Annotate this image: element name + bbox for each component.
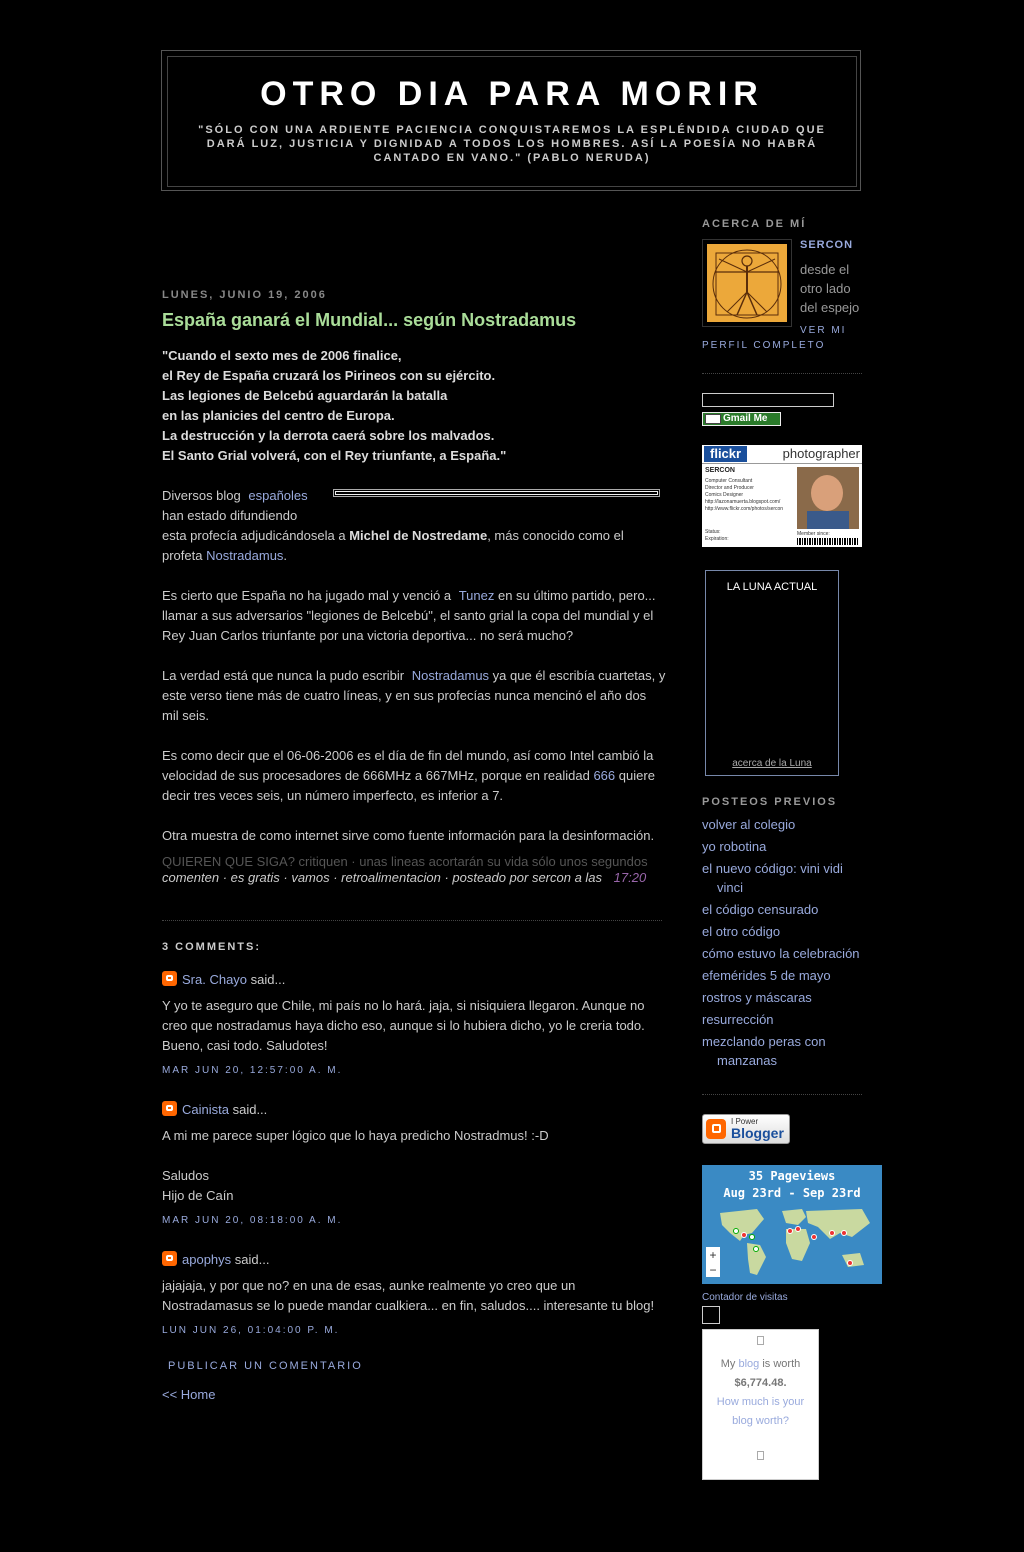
flickr-member: Member since: xyxy=(797,531,830,537)
text: Comics Designer xyxy=(705,492,744,498)
visit-counter-link[interactable]: Contador de visitas xyxy=(702,1292,788,1303)
text: Director and Producer xyxy=(705,485,754,491)
previous-posts-list xyxy=(702,815,862,1070)
blogger-logo-icon xyxy=(706,1119,726,1139)
previous-post-link[interactable]: mezclando peras con manzanas xyxy=(702,1034,826,1068)
how-much-link[interactable]: How much is your blog worth? xyxy=(716,1396,805,1427)
post-paragraph: Otra muestra de como internet sirve como fuente información para la desinformación. xyxy=(162,828,655,843)
shirt-shape xyxy=(807,511,849,529)
previous-post-link[interactable]: resurrección xyxy=(702,1012,774,1027)
divider xyxy=(702,373,862,374)
text: ya que él escribía cuartetas, y xyxy=(492,668,666,683)
text: quiere xyxy=(618,768,655,783)
text: A mi me parece super lógico que lo haya predicho Nostradmus! :-D xyxy=(162,1128,549,1143)
flickr-badge[interactable] xyxy=(702,445,862,547)
gmail-label: Gmail Me xyxy=(723,413,768,424)
profile-photo-frame[interactable] xyxy=(702,239,792,327)
text: Es cierto que España no ha jugado mal y venció a xyxy=(162,588,452,603)
text: llamar a sus adversarios "legiones de Belcebú", el santo grial la copa del mundial y el xyxy=(162,608,654,623)
blogger-profile-icon xyxy=(162,1251,177,1266)
comment-author-line xyxy=(162,970,285,990)
link-tunez[interactable]: Tunez xyxy=(458,588,495,603)
date-range: Aug 23rd - Sep 23rd xyxy=(723,1186,861,1200)
badge-top-text: I Power xyxy=(731,1117,759,1126)
text: Computer Consultant xyxy=(705,478,753,484)
badge-bottom-text: Blogger xyxy=(731,1125,784,1141)
barcode-icon xyxy=(797,538,859,545)
said: said... xyxy=(250,972,286,987)
text: Nostradamasus se lo puede mandar cualkiera... en fin, saludos.... interesante tu blog! xyxy=(162,1298,655,1313)
counter-image-placeholder xyxy=(702,1306,720,1324)
quote-line: Las legiones de Belcebú aguardarán la batalla xyxy=(162,388,448,403)
text: Rey Juan Carlos triunfante por una victoria deportiva... no será mucho? xyxy=(162,628,574,643)
divider xyxy=(162,920,662,921)
view-profile-link-a[interactable]: VER MI xyxy=(800,325,847,336)
text: Expiration: xyxy=(705,536,729,542)
previous-post-link[interactable]: volver al colegio xyxy=(702,817,796,832)
post-permalink-time[interactable]: 17:20 xyxy=(613,870,647,885)
post-title[interactable]: España ganará el Mundial... según Nostradamus xyxy=(162,310,577,330)
envelope-icon xyxy=(705,414,721,424)
blogger-profile-icon xyxy=(162,971,177,986)
moon-info-link[interactable]: acerca de la Luna xyxy=(732,758,812,769)
quote-line: La destrucción y la derrota caerá sobre los malvados. xyxy=(162,428,495,443)
text: del espejo xyxy=(800,300,860,315)
previous-post-link[interactable]: efemérides 5 de mayo xyxy=(702,968,831,983)
about-heading: ACERCA DE MÍ xyxy=(702,218,807,230)
period: . xyxy=(283,548,288,563)
previous-posts-heading: POSTEOS PREVIOS xyxy=(702,796,838,808)
profile-description xyxy=(800,260,859,317)
text: Y yo te aseguro que Chile, mi país no lo hará. jaja, si nisiquiera llegaron. Aunque no xyxy=(162,998,645,1013)
text: Status: xyxy=(705,529,721,535)
text: Saludos xyxy=(162,1168,209,1183)
comment-timestamp-link[interactable]: MAR JUN 20, 12:57:00 A. M. xyxy=(162,1065,343,1076)
text: profeta xyxy=(162,548,203,563)
home-link[interactable]: << Home xyxy=(162,1387,216,1402)
text: comenten · es gratis · vamos · retroalimentacion · posteado por sercon a las xyxy=(162,870,603,885)
blog-description: "SÓLO CON UNA ARDIENTE PACIENCIA CONQUISTAREMOS LA ESPLÉNDIDA CIUDAD QUE DARÁ LUZ, JUSTICIA Y DIGNIDAD A TODOS LOS HOMBRES. ASÍ LA POESÍA NO HABRÁ CANTADO EN VANO." (PABLO NERUDA) xyxy=(198,124,826,164)
header xyxy=(167,56,857,187)
empty-input-box[interactable] xyxy=(702,393,834,407)
quote-line: el Rey de España cruzará los Pirineos con su ejército. xyxy=(162,368,496,383)
pageviews-count: 35 Pageviews xyxy=(748,1169,836,1183)
comment-timestamp-link[interactable]: LUN JUN 26, 01:04:00 P. M. xyxy=(162,1325,340,1336)
broken-image-icon xyxy=(757,1336,764,1345)
comment-body xyxy=(162,1126,682,1206)
previous-post-link[interactable]: el otro código xyxy=(702,924,781,939)
text: La verdad está que nunca la pudo escribir xyxy=(162,668,405,683)
comment-author-link[interactable]: Sra. Chayo xyxy=(182,972,248,987)
text: , más conocido como el xyxy=(487,528,624,543)
vitruvian-man-image xyxy=(707,244,787,322)
text: creo que nostradamus haya dicho eso, aunque si lo hubiera dicho, yo le creria todo. xyxy=(162,1018,645,1033)
text: decir tres veces seis, un número imperfecto, es inferior a 7. xyxy=(162,788,504,803)
previous-post-link[interactable]: rostros y máscaras xyxy=(702,990,812,1005)
post-quote xyxy=(162,346,662,466)
value: $6,774.48 xyxy=(734,1377,784,1389)
text: velocidad de sus procesadores de 666MHz a 667MHz, porque en realidad xyxy=(162,768,590,783)
text: este verso tiene más de cuatro líneas, y en sus profecías nunca mencinó el año dos xyxy=(162,688,647,703)
blog-worth-widget xyxy=(702,1329,819,1480)
link-nostradamus[interactable]: Nostradamus xyxy=(206,548,284,563)
comment-author-link[interactable]: apophys xyxy=(182,1252,232,1267)
text: http://lazonamuerta.blogspot.com/ xyxy=(705,499,781,505)
flickr-logo: flickr xyxy=(704,446,747,462)
text: esta profecía adjudicándosela a xyxy=(162,528,346,543)
divider xyxy=(702,1094,862,1095)
powered-by-blogger-badge[interactable] xyxy=(702,1114,790,1144)
post-paragraph xyxy=(162,746,682,806)
comment-author-line xyxy=(162,1250,269,1270)
blogger-profile-icon xyxy=(162,1101,177,1116)
frame-inner xyxy=(335,491,658,495)
post-paragraph xyxy=(162,666,682,726)
text: My xyxy=(720,1358,736,1370)
text: Bueno, casi todo. Saludotes! xyxy=(162,1038,328,1053)
map-title xyxy=(702,1168,882,1202)
post-paragraph-line xyxy=(162,546,287,566)
view-profile-link-b[interactable]: PERFIL COMPLETO xyxy=(702,340,826,351)
post-footer-line: QUIEREN QUE SIGA? critiquen · unas lineas acortarán su vida sólo unos segundos xyxy=(162,854,648,869)
quote-line: en las planicies del centro de Europa. xyxy=(162,408,395,423)
link-666[interactable]: 666 xyxy=(593,768,616,783)
gmail-me-button[interactable] xyxy=(702,412,781,426)
moon-title: LA LUNA ACTUAL xyxy=(726,581,818,593)
text: en su último partido, pero... xyxy=(497,588,656,603)
link-espanoles[interactable]: españoles xyxy=(248,488,308,503)
blog-title[interactable]: OTRO DIA PARA MORIR xyxy=(260,75,764,113)
flickr-name: SERCON xyxy=(705,467,735,474)
blogger-b-shape xyxy=(712,1124,721,1133)
flickr-details xyxy=(705,478,783,513)
comment-body xyxy=(162,996,682,1056)
flickr-status xyxy=(705,529,729,543)
previous-post-link[interactable]: cómo estuvo la celebración xyxy=(702,946,860,961)
text: is worth xyxy=(762,1358,801,1370)
text: han estado difundiendo xyxy=(162,508,298,523)
link-nostradamus[interactable]: Nostradamus xyxy=(411,668,490,683)
post-paragraph-line xyxy=(162,526,672,546)
text: otro lado xyxy=(800,281,851,296)
face-shape xyxy=(811,475,843,511)
flickr-badge-header xyxy=(702,445,862,464)
text: http://www.flickr.com/photos/sercon xyxy=(705,506,784,512)
quote-line: El Santo Grial volverá, con el Rey triunfante, a España." xyxy=(162,448,507,463)
text: Hijo de Caín xyxy=(162,1188,234,1203)
world-map-icon xyxy=(702,1203,882,1284)
previous-post-link[interactable]: el código censurado xyxy=(702,902,819,917)
comments-heading: 3 COMMENTS: xyxy=(162,941,261,953)
said: said... xyxy=(234,1252,270,1267)
post-footer-line xyxy=(162,870,646,886)
blank-line xyxy=(162,1146,682,1166)
comment-author-link[interactable]: Cainista xyxy=(182,1102,229,1117)
text: jajajaja, y por que no? en una de esas, aunke realmente yo creo que un xyxy=(162,1278,576,1293)
post-paragraph xyxy=(162,486,308,506)
post-paragraph xyxy=(162,586,682,646)
previous-post-link[interactable]: el nuevo código: vini vidi vinci xyxy=(702,861,843,895)
worth-line xyxy=(703,1355,818,1374)
svg-text:−: − xyxy=(709,1263,717,1277)
svg-text:+: + xyxy=(709,1248,717,1262)
profile-name-link[interactable]: SERCON xyxy=(800,239,854,251)
said: said... xyxy=(232,1102,268,1117)
bold-name: Michel de Nostredame xyxy=(349,528,488,543)
text: Es como decir que el 06-06-2006 es el día de fin del mundo, así como Intel cambió la xyxy=(162,748,654,763)
text: desde el xyxy=(800,262,850,277)
flickr-photographer-label: photographer xyxy=(782,446,860,461)
blog-link[interactable]: blog xyxy=(738,1358,760,1370)
flickr-photo xyxy=(797,467,859,529)
broken-image-icon xyxy=(757,1451,764,1460)
post-comment-link[interactable]: PUBLICAR UN COMENTARIO xyxy=(168,1360,363,1372)
worth-value: $6,774.48. xyxy=(734,1377,787,1389)
moon-widget xyxy=(705,570,839,776)
comment-body xyxy=(162,1276,682,1316)
comment-timestamp-link[interactable]: MAR JUN 20, 08:18:00 A. M. xyxy=(162,1215,343,1226)
quote-line: "Cuando el sexto mes de 2006 finalice, xyxy=(162,348,402,363)
previous-post-link[interactable]: yo robotina xyxy=(702,839,767,854)
embedded-frame xyxy=(333,489,660,497)
text: mil seis. xyxy=(162,708,209,723)
comment-author-line xyxy=(162,1100,267,1120)
text: Diversos blog xyxy=(162,488,241,503)
post-date: LUNES, JUNIO 19, 2006 xyxy=(162,289,327,301)
pageviews-map-widget[interactable] xyxy=(702,1165,882,1284)
